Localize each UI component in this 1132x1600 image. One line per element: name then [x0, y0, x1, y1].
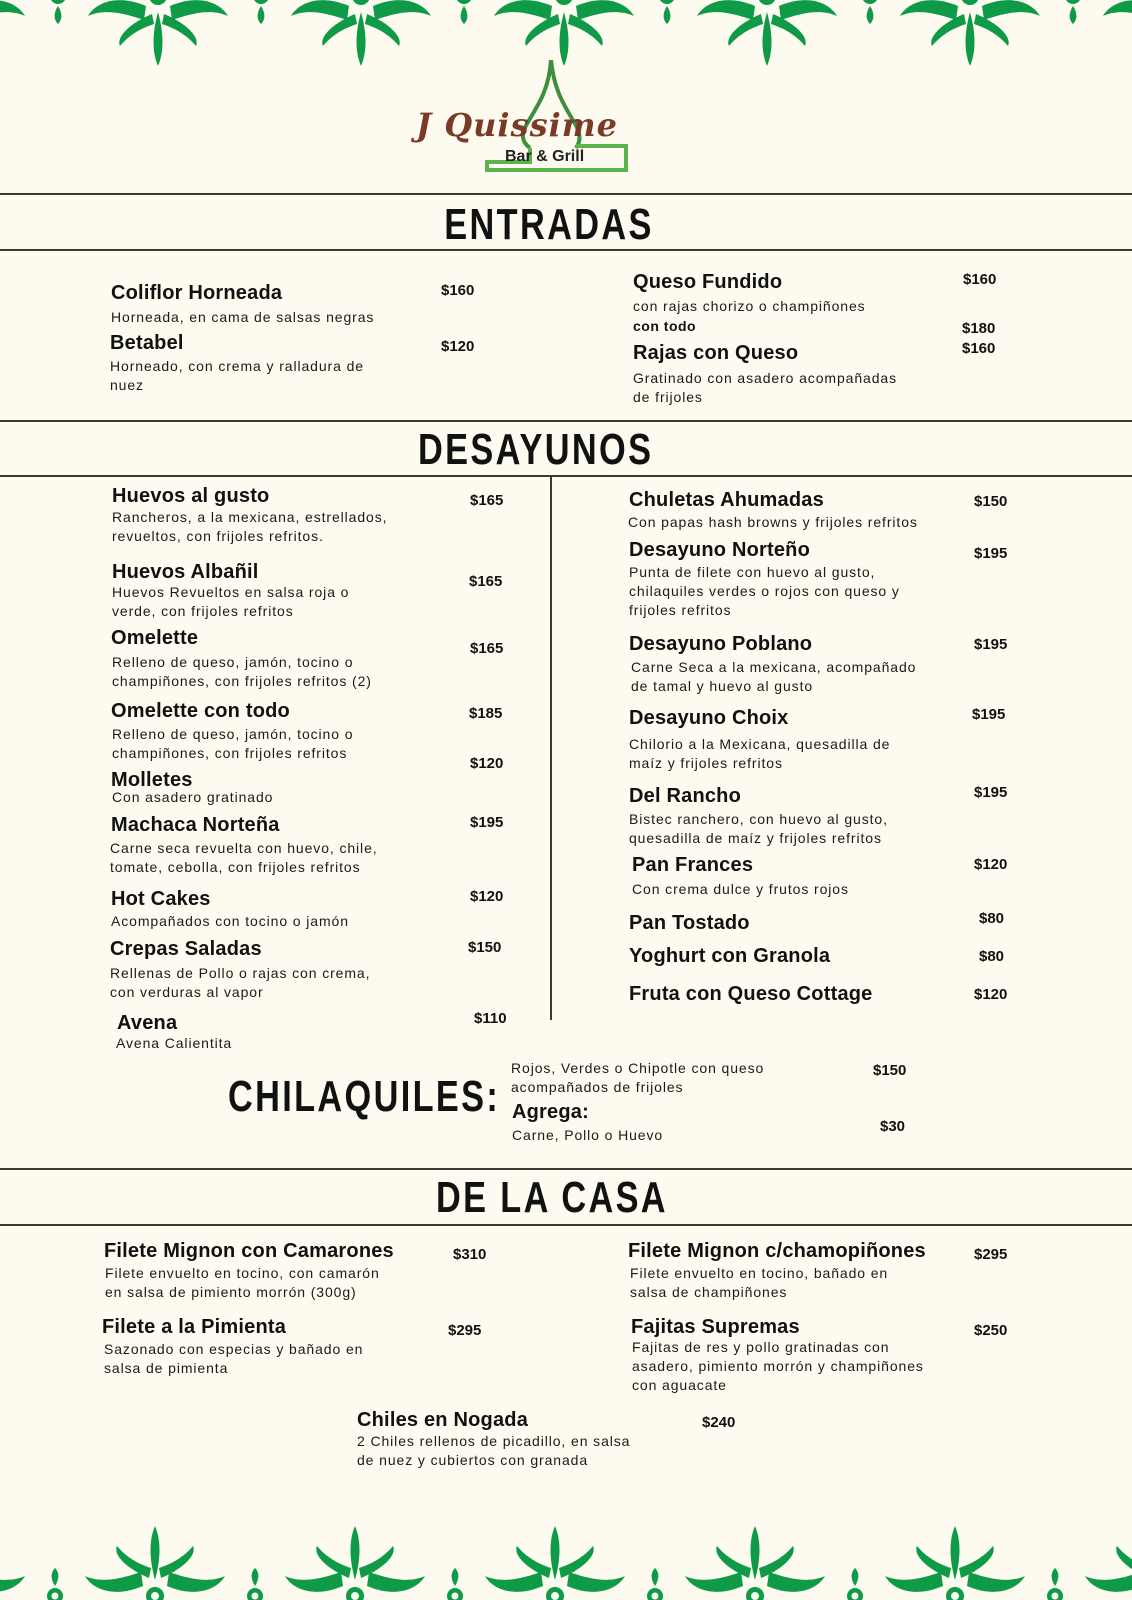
- menu-item-desc: Chilorio a la Mexicana, quesadilla de: [629, 736, 891, 752]
- section-title-de-la-casa: DE LA CASA: [436, 1173, 668, 1222]
- menu-item-desc: de tamal y huevo al gusto: [631, 678, 814, 694]
- menu-item-price: $195: [974, 545, 1008, 562]
- menu-item-price: $310: [453, 1246, 487, 1263]
- menu-item-price: $150: [468, 939, 502, 956]
- section-title-chilaquiles: CHILAQUILES:: [228, 1072, 501, 1121]
- divider: [0, 475, 1132, 477]
- menu-item-desc: con rajas chorizo o champiñones: [633, 298, 866, 314]
- menu-item-desc: Filete envuelto en tocino, bañado en: [630, 1265, 889, 1281]
- logo: [410, 60, 710, 175]
- menu-item-desc: Sazonado con especias y bañado en: [104, 1341, 364, 1357]
- menu-item-name: Huevos al gusto: [112, 485, 270, 507]
- menu-item-name: Omelette: [111, 627, 199, 649]
- column-divider: [550, 477, 552, 1020]
- divider: [0, 249, 1132, 251]
- menu-item-name: Hot Cakes: [111, 888, 211, 910]
- queso-fundido-extra-label: con todo: [633, 318, 697, 334]
- divider: [0, 1224, 1132, 1226]
- menu-item-price: $165: [470, 492, 504, 509]
- menu-item-name: Chuletas Ahumadas: [629, 489, 824, 511]
- menu-item-desc: Carne seca revuelta con huevo, chile,: [110, 840, 378, 856]
- menu-item-price: $160: [962, 340, 996, 357]
- menu-item-name: Avena: [117, 1012, 178, 1034]
- menu-item-name: Yoghurt con Granola: [629, 945, 831, 967]
- menu-item-desc: Bistec ranchero, con huevo al gusto,: [629, 811, 888, 827]
- menu-item-name: Filete Mignon con Camarones: [104, 1240, 394, 1262]
- divider: [0, 193, 1132, 195]
- menu-item-price: $240: [702, 1414, 736, 1431]
- menu-item-desc: Horneada, en cama de salsas negras: [111, 309, 375, 325]
- menu-item-price: $295: [974, 1246, 1008, 1263]
- logo-brand: J Quissime: [416, 106, 618, 144]
- queso-fundido-extra-price: $180: [962, 320, 996, 337]
- menu-item-name: Desayuno Poblano: [629, 633, 813, 655]
- menu-item-desc: Filete envuelto en tocino, con camarón: [105, 1265, 380, 1281]
- menu-item-desc: nuez: [110, 377, 144, 393]
- flower-ornament: [862, 0, 1040, 66]
- menu-item-name: Fruta con Queso Cottage: [629, 983, 873, 1005]
- menu-item-name: Crepas Saladas: [110, 938, 262, 960]
- menu-item-price: $80: [979, 948, 1005, 965]
- menu-item-desc: Avena Calientita: [116, 1035, 233, 1051]
- flower-ornament: [47, 1526, 225, 1600]
- menu-item-desc: Con asadero gratinado: [112, 789, 274, 805]
- menu-item-desc: quesadilla de maíz y frijoles refritos: [629, 830, 882, 846]
- menu-item-desc: Rellenas de Pollo o rajas con crema,: [110, 965, 371, 981]
- logo-tagline: Bar & Grill: [505, 148, 585, 165]
- section-title-entradas: ENTRADAS: [444, 200, 654, 249]
- flower-ornament: [0, 0, 25, 66]
- menu-item-desc: Con papas hash browns y frijoles refritos: [628, 514, 918, 530]
- floral-border-bottom: [0, 1488, 1132, 1600]
- chilaquiles-addon-price: $30: [880, 1118, 906, 1135]
- menu-item-price: $120: [470, 888, 504, 905]
- menu-item-desc: asadero, pimiento morrón y champiñones: [632, 1358, 924, 1374]
- menu-item-name: Filete a la Pimienta: [102, 1316, 287, 1338]
- menu-item-price: $120: [470, 755, 504, 772]
- menu-item-name: Rajas con Queso: [633, 342, 799, 364]
- menu-item-price: $80: [979, 910, 1005, 927]
- menu-item-desc: frijoles refritos: [629, 602, 732, 618]
- menu-item-desc: salsa de pimienta: [104, 1360, 229, 1376]
- chilaquiles-price: $150: [873, 1062, 907, 1079]
- menu-item-desc: Gratinado con asadero acompañadas: [633, 370, 897, 386]
- menu-item-price: $120: [441, 338, 475, 355]
- menu-item-desc: con verduras al vapor: [110, 984, 264, 1000]
- menu-item-desc: maíz y frijoles refritos: [629, 755, 783, 771]
- menu-item-desc: 2 Chiles rellenos de picadillo, en salsa: [357, 1433, 631, 1449]
- menu-item-desc: Relleno de queso, jamón, tocino o: [112, 726, 354, 742]
- menu-item-name: Chiles en Nogada: [357, 1409, 529, 1431]
- menu-item-price: $185: [469, 705, 503, 722]
- menu-item-name: Omelette con todo: [111, 700, 290, 722]
- menu-item-price: $195: [974, 636, 1008, 653]
- menu-item-desc: de nuez y cubiertos con granada: [357, 1452, 589, 1468]
- menu-item-price: $295: [448, 1322, 482, 1339]
- menu-item-desc: champiñones, con frijoles refritos (2): [112, 673, 372, 689]
- menu-item-desc: champiñones, con frijoles refritos: [112, 745, 348, 761]
- menu-item-name: Filete Mignon c/chamopiñones: [628, 1240, 926, 1262]
- chilaquiles-desc-1: Rojos, Verdes o Chipotle con queso: [511, 1060, 765, 1076]
- menu-item-price: $165: [470, 640, 504, 657]
- menu-item-price: $195: [470, 814, 504, 831]
- menu-item-name: Molletes: [111, 769, 193, 791]
- menu-item-desc: Acompañados con tocino o jamón: [111, 913, 349, 929]
- menu-item-price: $120: [974, 986, 1008, 1003]
- menu-item-desc: Carne Seca a la mexicana, acompañado: [631, 659, 917, 675]
- chilaquiles-addon-name: Agrega:: [512, 1101, 589, 1123]
- menu-item-price: $165: [469, 573, 503, 590]
- menu-item-price: $195: [972, 706, 1006, 723]
- chilaquiles-desc-2: acompañados de frijoles: [511, 1079, 684, 1095]
- menu-item-desc: chilaquiles verdes o rojos con queso y: [629, 583, 900, 599]
- menu-item-price: $195: [974, 784, 1008, 801]
- menu-item-desc: verde, con frijoles refritos: [112, 603, 294, 619]
- menu-item-name: Del Rancho: [629, 785, 742, 807]
- flower-ornament: [647, 1526, 825, 1600]
- menu-item-desc: Relleno de queso, jamón, tocino o: [112, 654, 354, 670]
- menu-item-desc: de frijoles: [633, 389, 703, 405]
- flower-ornament: [1065, 0, 1132, 66]
- flower-ornament: [847, 1526, 1025, 1600]
- divider: [0, 420, 1132, 422]
- menu-item-desc: con aguacate: [632, 1377, 727, 1393]
- menu-item-name: Fajitas Supremas: [631, 1316, 800, 1338]
- menu-item-desc: Con crema dulce y frutos rojos: [632, 881, 849, 897]
- menu-item-price: $120: [974, 856, 1008, 873]
- menu-item-name: Queso Fundido: [633, 271, 783, 293]
- flower-ornament: [247, 1526, 425, 1600]
- menu-item-desc: tomate, cebolla, con frijoles refritos: [110, 859, 361, 875]
- flower-ornament: [447, 1526, 625, 1600]
- menu-item-price: $250: [974, 1322, 1008, 1339]
- flower-ornament: [253, 0, 431, 66]
- menu-item-desc: en salsa de pimiento morrón (300g): [105, 1284, 357, 1300]
- chilaquiles-addon-desc: Carne, Pollo o Huevo: [512, 1127, 664, 1143]
- section-title-desayunos: DESAYUNOS: [418, 425, 654, 474]
- menu-item-name: Desayuno Norteño: [629, 539, 811, 561]
- menu-item-name: Machaca Norteña: [111, 814, 280, 836]
- menu-item-name: Betabel: [110, 332, 184, 354]
- menu-item-price: $110: [474, 1010, 507, 1027]
- menu-item-name: Desayuno Choix: [629, 707, 789, 729]
- menu-item-desc: salsa de champiñones: [630, 1284, 788, 1300]
- flower-ornament: [456, 0, 634, 66]
- menu-item-name: Huevos Albañil: [112, 561, 259, 583]
- menu-item-price: $150: [974, 493, 1008, 510]
- menu-item-desc: revueltos, con frijoles refritos.: [112, 528, 324, 544]
- menu-item-name: Pan Tostado: [629, 912, 750, 934]
- menu-item-desc: Fajitas de res y pollo gratinadas con: [632, 1339, 890, 1355]
- flower-ornament: [50, 0, 228, 66]
- flower-ornament: [659, 0, 837, 66]
- divider: [0, 1168, 1132, 1170]
- menu-item-desc: Horneado, con crema y ralladura de: [110, 358, 364, 374]
- flower-ornament: [1047, 1526, 1132, 1600]
- menu-item-desc: Huevos Revueltos en salsa roja o: [112, 584, 350, 600]
- menu-item-desc: Punta de filete con huevo al gusto,: [629, 564, 876, 580]
- menu-item-name: Coliflor Horneada: [111, 282, 283, 304]
- menu-item-desc: Rancheros, a la mexicana, estrellados,: [112, 509, 388, 525]
- menu-item-price: $160: [441, 282, 475, 299]
- menu-item-price: $160: [963, 271, 997, 288]
- flower-ornament: [0, 1526, 25, 1600]
- menu-item-name: Pan Frances: [632, 854, 754, 876]
